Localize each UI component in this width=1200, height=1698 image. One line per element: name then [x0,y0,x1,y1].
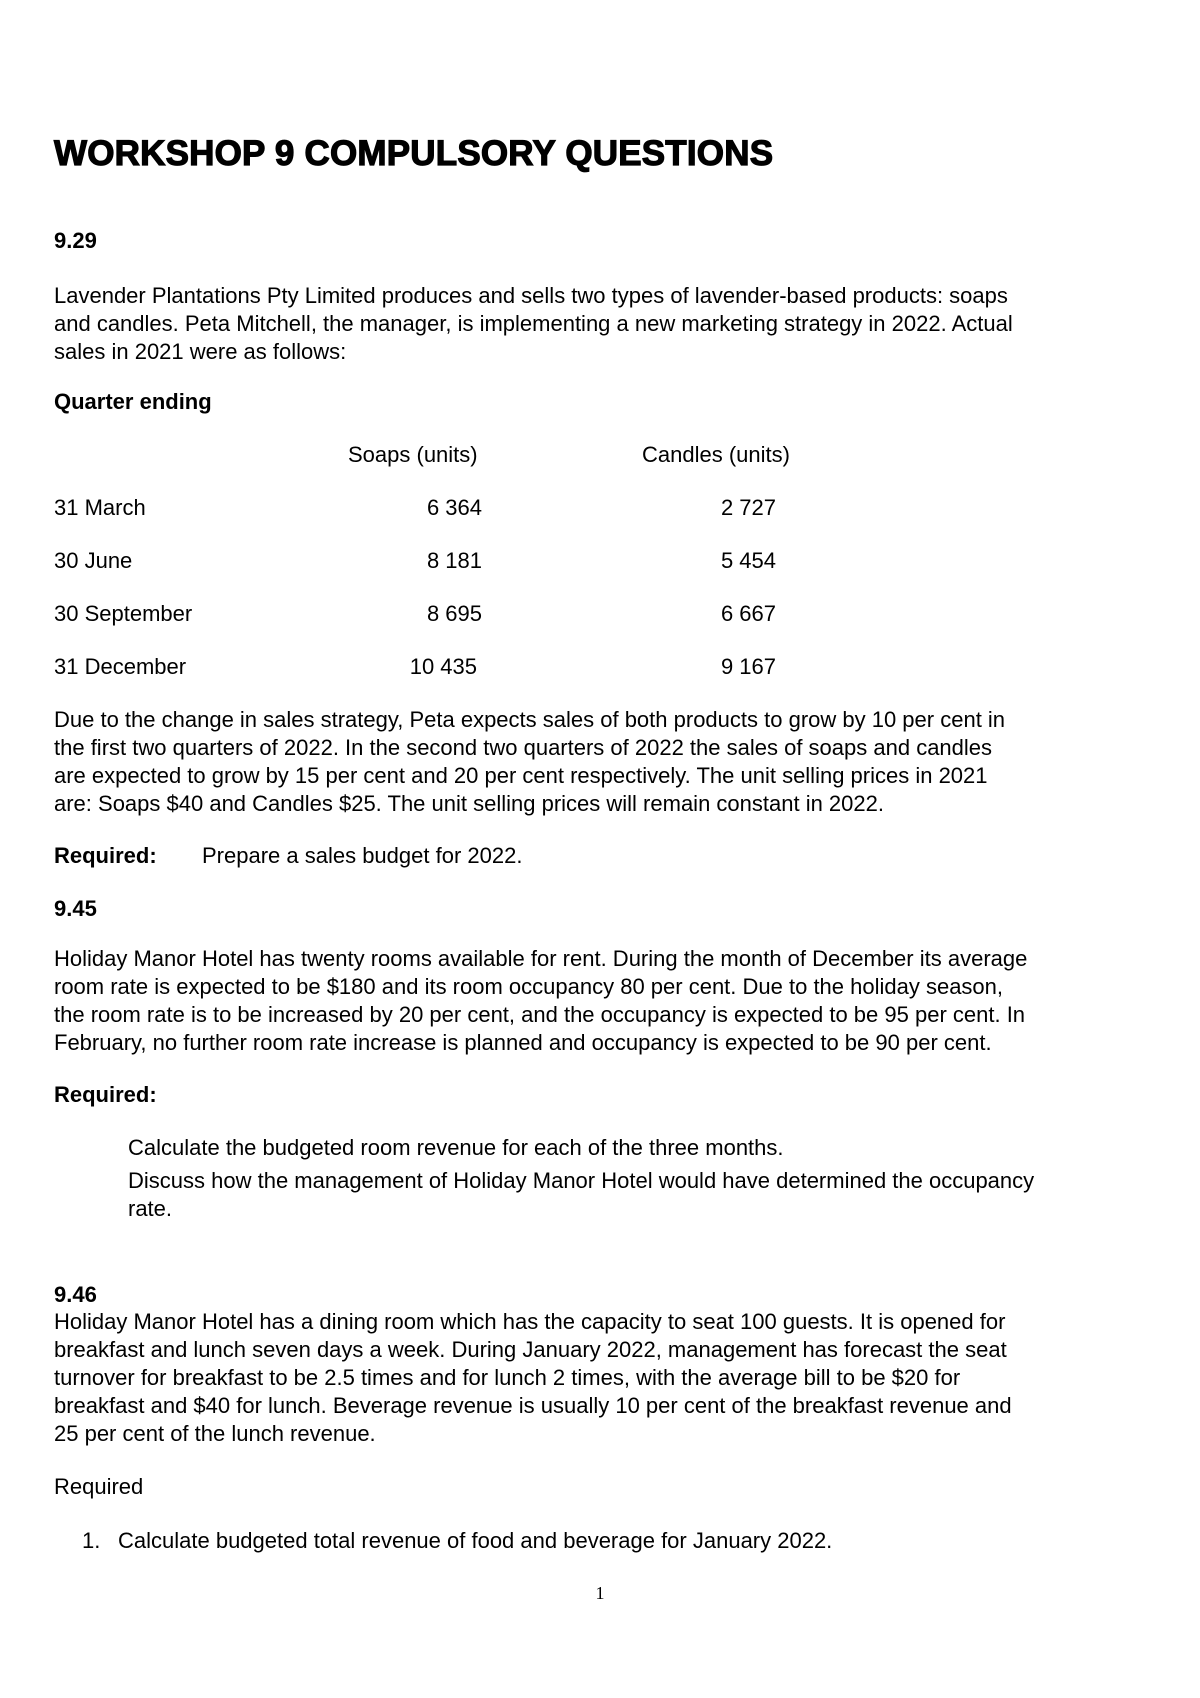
question-9-46-body [54,1308,1154,1448]
body-line: room rate is expected to be $180 and its room occupancy 80 per cent. Due to the holiday season, [54,974,1004,999]
table-heading: Quarter ending [54,389,212,414]
task-item: Discuss how the management of Holiday Manor Hotel would have determined the occupancy [128,1168,1035,1193]
table-row-soaps: 8 695 [426,601,482,626]
body-line: turnover for breakfast to be 2.5 times and for lunch 2 times, with the average bill to be $20 for [54,1365,961,1390]
body-line: Due to the change in sales strategy, Peta expects sales of both products to grow by 10 per cent in [54,707,1006,732]
intro-line: and candles. Peta Mitchell, the manager, is implementing a new marketing strategy in 2022. Actual [54,311,1013,336]
body-line: Holiday Manor Hotel has a dining room which has the capacity to seat 100 guests. It is opened for [54,1309,1006,1334]
body-line: 25 per cent of the lunch revenue. [54,1421,376,1446]
list-item-number: 1. [82,1528,101,1553]
body-line: Holiday Manor Hotel has twenty rooms available for rent. During the month of December its average [54,946,1028,971]
task-item-continuation: rate. [128,1196,173,1221]
body-line: February, no further room rate increase is planned and occupancy is expected to be 90 per cent. [54,1030,992,1055]
table-row-candles: 9 167 [720,654,776,679]
body-line: are expected to grow by 15 per cent and 20 per cent respectively. The unit selling prices in 2021 [54,763,988,788]
task-item: Calculate the budgeted room revenue for each of the three months. [128,1135,784,1160]
table-row-soaps: 8 181 [426,548,482,573]
required-label: Required: [54,843,157,868]
required-text: Prepare a sales budget for 2022. [202,843,523,868]
body-line: breakfast and $40 for lunch. Beverage revenue is usually 10 per cent of the breakfast revenue and [54,1393,1012,1418]
table-row-quarter: 30 September [54,601,193,626]
page-title: WORKSHOP 9 COMPULSORY QUESTIONS [54,134,774,173]
required-label: Required [54,1474,144,1499]
body-line: breakfast and lunch seven days a week. During January 2022, management has forecast the seat [54,1337,1007,1362]
table-row-soaps: 6 364 [426,495,482,520]
page-number: 1 [595,1583,605,1603]
required-label: Required: [54,1082,157,1107]
intro-line: sales in 2021 were as follows: [54,339,347,364]
question-number-9-45: 9.45 [54,896,97,921]
table-row-quarter: 31 December [54,654,187,679]
intro-line: Lavender Plantations Pty Limited produces and sells two types of lavender-based products: soaps [54,283,1008,308]
question-number-9-29: 9.29 [54,228,97,253]
body-line: are: Soaps $40 and Candles $25. The unit selling prices will remain constant in 2022. [54,791,884,816]
table-row-candles: 2 727 [720,495,776,520]
body-line: the room rate is to be increased by 20 per cent, and the occupancy is expected to be 95 per cent. In [54,1002,1026,1027]
table-row-candles: 6 667 [720,601,776,626]
table-row-candles: 5 454 [720,548,776,573]
column-header-candles: Candles (units) [642,442,790,467]
body-line: the first two quarters of 2022. In the second two quarters of 2022 the sales of soaps and candles [54,735,993,760]
column-header-soaps: Soaps (units) [348,442,478,467]
question-number-9-46: 9.46 [54,1282,97,1307]
table-row-soaps: 10 435 [409,654,477,679]
table-row-quarter: 30 June [54,548,133,573]
table-row-quarter: 31 March [54,495,146,520]
list-item-text: Calculate budgeted total revenue of food and beverage for January 2022. [118,1528,833,1553]
question-9-45-body [54,945,1154,1057]
question-9-29-intro [54,282,1154,366]
question-9-29-body [54,706,1154,818]
